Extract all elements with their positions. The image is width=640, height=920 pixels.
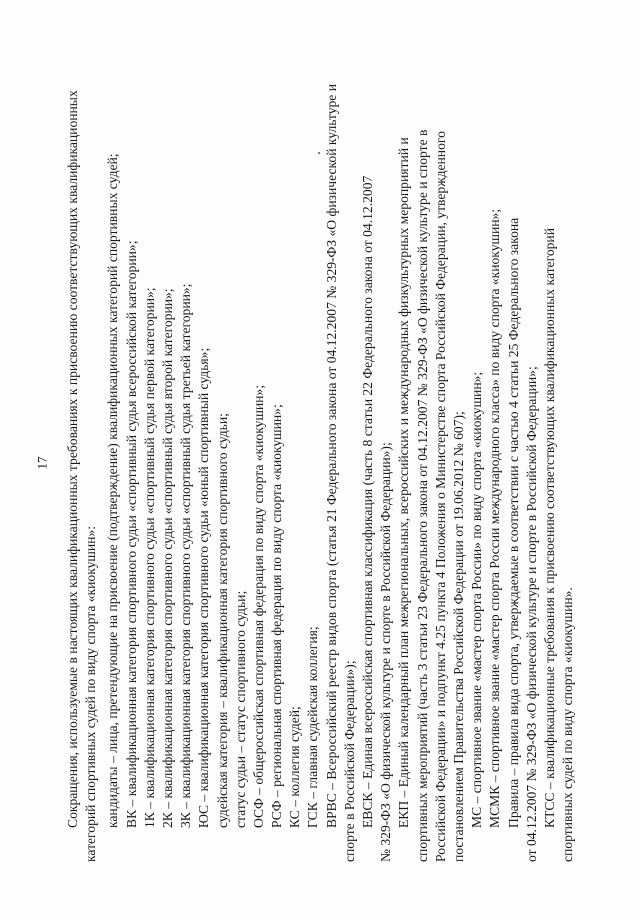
paragraph <box>306 50 324 862</box>
text-line: ВРВС – Всероссийский реестр видов спорта (статья 21 Федерального закона от 04.12.2007 № 329-ФЗ «О физической культуре и <box>323 83 339 828</box>
paragraph <box>252 50 270 862</box>
text-line: КС – коллегия судей; <box>287 706 303 828</box>
text-line: спортивных судей по виду спорта «киокушин». <box>560 587 576 862</box>
text-line: 1К – квалификационная категория спортивного судьи «спортивный судья первой категории»; <box>141 287 157 828</box>
text-line: МСМК – спортивное звание «мастер спорта России международного класса» по виду спорта «киокушин»; <box>487 208 503 828</box>
paragraph <box>397 50 470 862</box>
text-line: ОСФ – общероссийская спортивная федерация по виду спорта «киокушин»; <box>250 384 266 828</box>
paragraph <box>143 50 161 862</box>
text-line: ЕВСК – Единая всероссийская спортивная классификация (часть 8 статьи 22 Федерального закона от 04.12.2007 <box>360 175 375 828</box>
paragraph <box>161 50 179 862</box>
text-line: КТСС – квалификационные требования к присвоению соответствующих квалификационных категорий <box>541 228 557 828</box>
paragraph <box>197 50 215 862</box>
text-line: ЕКП – Единый календарный план межрегиональных, всероссийских и международных физкультурных мероприятий и <box>396 137 412 828</box>
text-line: от 04.12.2007 № 329-ФЗ «О физической культуре и спорте в Российской Федерации»; <box>523 366 539 862</box>
text-line: постановлением Правительства Российской Федерации от 19.06.2012 № 607); <box>450 411 466 862</box>
paragraph <box>361 50 397 862</box>
text-line: спорте в Российской Федерации»); <box>341 660 357 862</box>
text-line: статус судьи – статус спортивного судьи; <box>232 590 248 828</box>
paragraph <box>106 50 124 862</box>
paragraph <box>66 50 102 862</box>
text-line: № 329-ФЗ «О физической культуре и спорте в Российской Федерации»); <box>378 442 394 862</box>
paragraph <box>543 50 579 862</box>
text-line: судейская категория – квалификационная категория спортивного судьи; <box>214 413 230 828</box>
text-line: 2К – квалификационная категория спортивного судьи «спортивный судья второй категории»; <box>159 288 175 828</box>
paragraph <box>179 50 197 862</box>
paragraph <box>488 50 506 862</box>
text-line: спортивных мероприятий (часть 3 статьи 23 Федерального закона от 04.12.2007 № 329-ФЗ «О физической культуре и спорте в <box>414 129 430 862</box>
text-line: ЮС – квалификационная категория спортивного судьи «юный спортивный судья»; <box>196 347 212 828</box>
document-body <box>66 50 626 862</box>
paragraph <box>288 50 306 862</box>
text-line: 3К – квалификационная категория спортивного судьи «спортивный судья третьей категории»; <box>178 283 194 828</box>
text-line: категорий спортивных судей по виду спорта «киокушин»: <box>83 525 99 862</box>
text-line: Правила – правила вида спорта, утверждаемые в соответствии с частью 4 статьи 25 Федерального закона <box>505 217 521 828</box>
paragraph <box>325 50 361 862</box>
text-line: ВК – квалификационная категория спортивного судьи «спортивный судья всероссийской категории»; <box>123 240 139 828</box>
text-line: Российской Федерации» и подпункт 4.25 пункта 4 Положения о Министерстве спорта Российской Федерации, утвержденного <box>432 131 448 862</box>
text-line: ГСК – главная судейская коллегия; <box>305 626 321 828</box>
page-number: 17 <box>34 456 50 470</box>
paragraph <box>216 50 234 862</box>
paragraph <box>125 50 143 862</box>
text-line: РСФ – региональная спортивная федерация по виду спорта «киокушин»; <box>269 404 285 828</box>
text-line: Сокращения, используемые в настоящих квалификационных требованиях к присвоению соответствующих квалификационных <box>65 90 80 828</box>
paragraph <box>470 50 488 862</box>
text-line: кандидаты – лица, претендующие на присвоение (подтверждение) квалификационных категорий спортивных судей; <box>105 153 121 828</box>
text-line: МС – спортивное звание «мастер спорта России» по виду спорта «киокушин»; <box>469 371 485 828</box>
paragraph <box>507 50 543 862</box>
paragraph <box>234 50 252 862</box>
paragraph <box>270 50 288 862</box>
